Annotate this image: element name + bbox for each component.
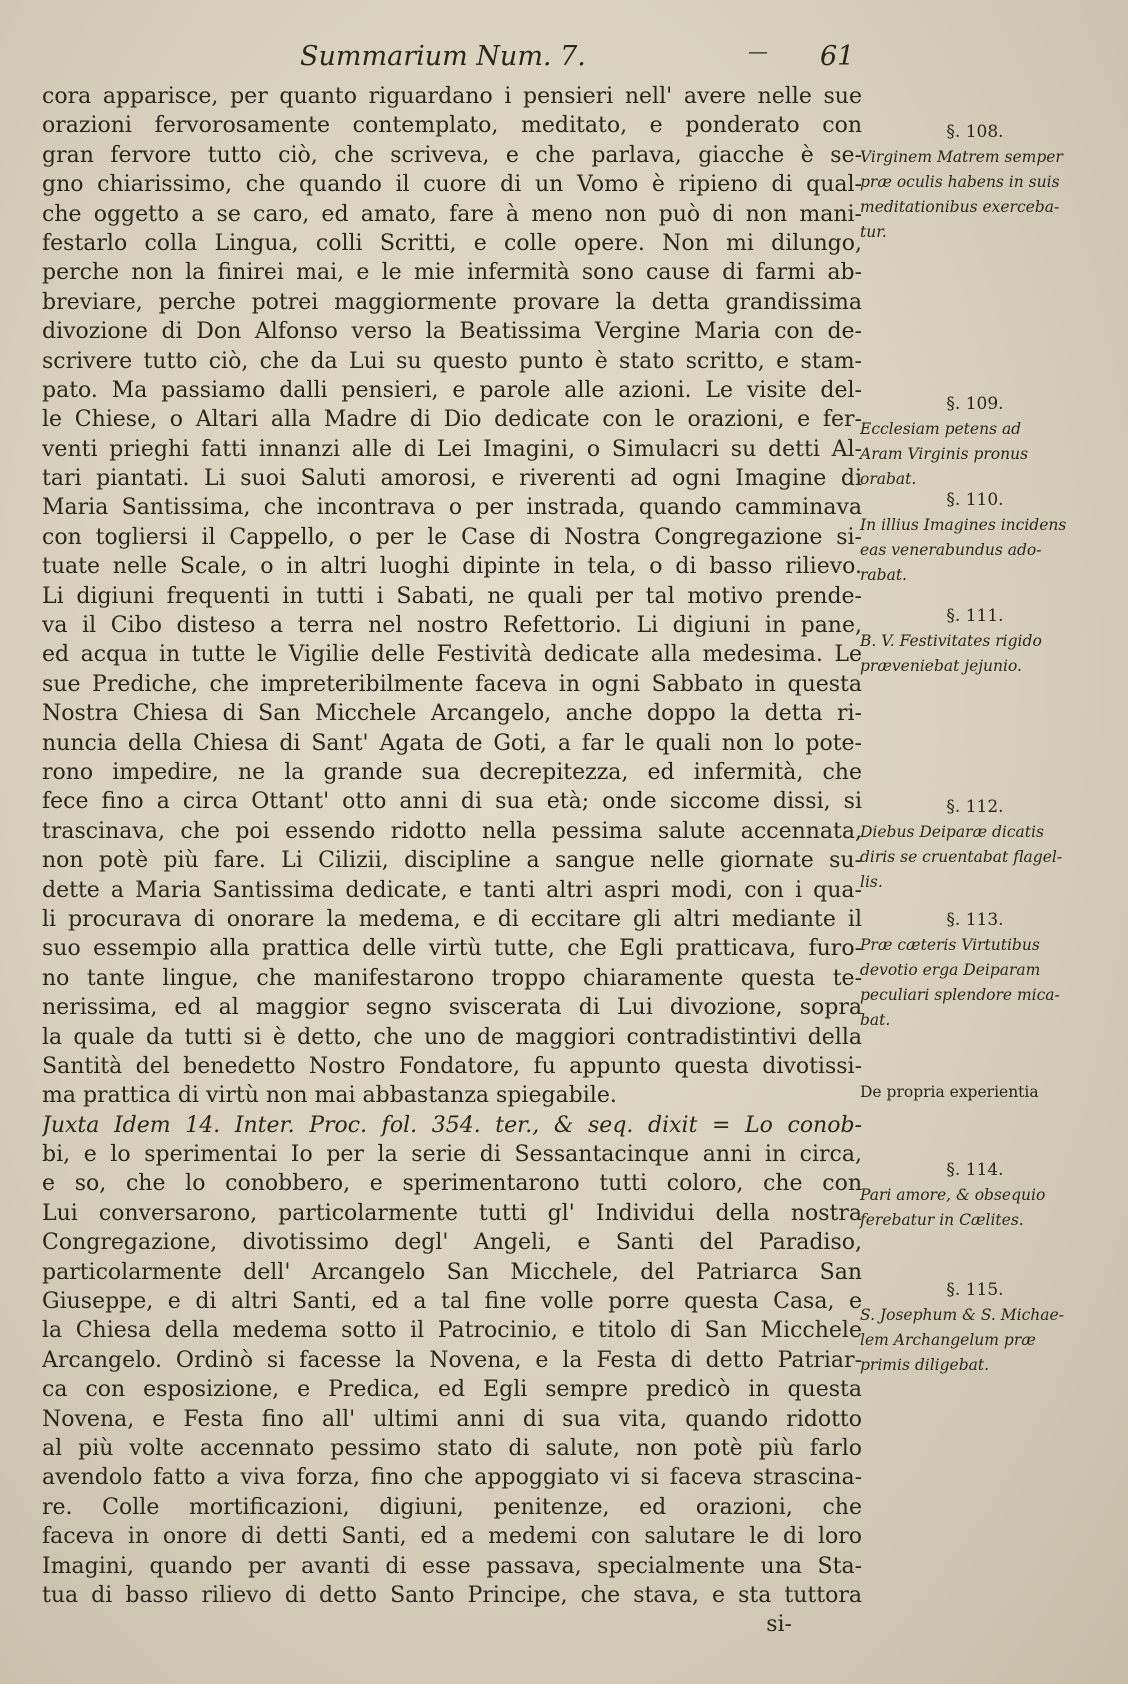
side-note-number: §. 109. — [946, 394, 1004, 414]
body-text-line: bi, e lo sperimentai Io per la serie di Sessantacinque anni in circa, — [42, 1142, 862, 1168]
body-text-line: gno chiarissimo, che quando il cuore di un Vomo è ripieno di qual- — [42, 172, 862, 198]
side-note — [860, 488, 1090, 588]
body-text-line: Congregazione, divotissimo degl' Angeli, e Santi del Paradiso, — [42, 1230, 862, 1256]
body-text-line: particolarmente dell' Arcangelo San Micchele, del Patriarca San — [42, 1259, 862, 1285]
side-note-line: Diebus Deiparæ dicatis — [860, 823, 1044, 841]
body-text-line: festarlo colla Lingua, colli Scritti, e colle opere. Non mi dilungo, — [42, 230, 862, 256]
side-note — [860, 392, 1090, 492]
side-note-line: ferebatur in Cælites. — [860, 1211, 1024, 1229]
body-text-line: al più volte accennato pessimo stato di salute, non potè più farlo — [42, 1435, 862, 1461]
header-dash: — — [748, 39, 768, 63]
body-text-line: ed acqua in tutte le Vigilie delle Festività dedicate alla medesima. Le — [42, 642, 862, 668]
side-note-line: Aram Virginis pronus — [860, 445, 1029, 463]
body-text-line: si- — [766, 1612, 792, 1638]
body-text-line: avendolo fatto a viva forza, fino che appoggiato vi si faceva strascina- — [42, 1465, 862, 1491]
side-note — [860, 908, 1090, 1033]
body-text-line: re. Colle mortificazioni, digiuni, penitenze, ed orazioni, che — [42, 1494, 862, 1520]
side-note — [860, 604, 1090, 679]
body-text-line: Nostra Chiesa di San Micchele Arcangelo, anche doppo la detta ri- — [42, 701, 862, 727]
side-note — [860, 795, 1090, 895]
body-text-line: breviare, perche potrei maggiormente provare la detta grandissima — [42, 289, 862, 315]
body-text-line: perche non la finirei mai, e le mie infermità sono cause di farmi ab- — [42, 260, 862, 286]
body-text-line: Imagini, quando per avanti di esse passava, specialmente una Sta- — [42, 1553, 862, 1579]
side-note-line: Virginem Matrem semper — [860, 148, 1063, 166]
side-note-line: rabat. — [860, 566, 907, 584]
side-note-number: §. 115. — [946, 1280, 1004, 1300]
side-note — [860, 1278, 1090, 1378]
body-text-line: le Chiese, o Altari alla Madre di Dio dedicate con le orazioni, e fer- — [42, 407, 862, 433]
side-note-line: peculiari splendore mica- — [860, 986, 1060, 1004]
body-text-line: Li digiuni frequenti in tutti i Sabati, ne quali per tal motivo prende- — [42, 583, 862, 609]
side-note-line: devotio erga Deiparam — [860, 961, 1041, 979]
body-text-line: Maria Santissima, che incontrava o per instrada, quando camminava — [42, 495, 862, 521]
body-text-line: nuncia della Chiesa di Sant' Agata de Goti, a far le quali non lo pote- — [42, 730, 862, 756]
body-text-line: va il Cibo disteso a terra nel nostro Refettorio. Li digiuni in pane, — [42, 613, 862, 639]
body-text-line: Arcangelo. Ordinò si facesse la Novena, e la Festa di detto Patriar- — [42, 1347, 862, 1373]
body-text-line: fece fino a circa Ottant' otto anni di sua età; onde siccome dissi, si — [42, 789, 862, 815]
body-text-line: rono impedire, ne la grande sua decrepitezza, ed infermità, che — [42, 759, 862, 785]
body-text-line: scrivere tutto ciò, che da Lui su questo punto è stato scritto, e stam- — [42, 348, 862, 374]
side-note-line: S. Josephum & S. Michae- — [860, 1306, 1064, 1324]
side-note-line: In illius Imagines incidens — [860, 516, 1067, 534]
body-text-line: sue Prediche, che impreteribilmente faceva in ogni Sabbato in questa — [42, 671, 862, 697]
body-text-line: tuate nelle Scale, o in altri luoghi dipinte in tela, o di basso rilievo. — [42, 554, 862, 580]
side-note-number: §. 114. — [946, 1160, 1004, 1180]
side-note-number: §. 113. — [946, 910, 1004, 930]
body-text-line: li procurava di onorare la medema, e di eccitare gli altri mediante il — [42, 906, 862, 932]
body-text-line: e so, che lo conobbero, e sperimentarono tutti coloro, che con — [42, 1171, 862, 1197]
body-text-line: che oggetto a se caro, ed amato, fare à meno non può di non mani- — [42, 201, 862, 227]
body-text-line: Santità del benedetto Nostro Fondatore, fu appunto questa divotissi- — [42, 1053, 862, 1079]
body-text-line: nerissima, ed al maggior segno sviscerata di Lui divozione, sopra — [42, 995, 862, 1021]
side-note-line: præveniebat jejunio. — [860, 657, 1022, 675]
side-note-line: diris se cruentabat flagel- — [860, 848, 1063, 866]
body-text-line: pato. Ma passiamo dalli pensieri, e parole alle azioni. Le visite del- — [42, 377, 862, 403]
body-text-line: venti prieghi fatti innanzi alle di Lei Imagini, o Simulacri su detti Al- — [42, 436, 862, 462]
side-note-number: §. 112. — [946, 797, 1004, 817]
side-note — [860, 120, 1090, 245]
body-text-line: suo essempio alla prattica delle virtù tutte, che Egli pratticava, furo- — [42, 936, 862, 962]
side-note-line: Ecclesiam petens ad — [860, 420, 1022, 438]
body-text-line: faceva in onore di detti Santi, ed a medemi con salutare le di loro — [42, 1524, 862, 1550]
side-note-line: tur. — [860, 223, 887, 241]
body-text-line: tua di basso rilievo di detto Santo Principe, che stava, e sta tuttora — [42, 1582, 862, 1608]
side-note-line: meditationibus exerceba- — [860, 198, 1060, 216]
body-text-line: no tante lingue, che manifestarono troppo chiaramente questa te- — [42, 965, 862, 991]
body-text-line: cora apparisce, per quanto riguardano i pensieri nell' avere nelle sue — [42, 84, 862, 109]
side-note-line: lis. — [860, 873, 883, 891]
running-header — [300, 40, 860, 74]
side-note-number: §. 111. — [946, 606, 1004, 626]
body-text-line: divozione di Don Alfonso verso la Beatissima Vergine Maria con de- — [42, 319, 862, 345]
body-text-line: trascinava, che poi essendo ridotto nella pessima salute accennata, — [42, 818, 862, 844]
main-text-column — [42, 82, 862, 1640]
body-text-line: Novena, e Festa fino all' ultimi anni di sua vita, quando ridotto — [42, 1406, 862, 1432]
side-note-number: §. 108. — [946, 122, 1004, 142]
side-note-line: Præ cæteris Virtutibus — [860, 936, 1040, 954]
side-note-line: bat. — [860, 1011, 891, 1029]
side-note-line: Pari amore, & obsequio — [860, 1186, 1046, 1204]
side-note-number: §. 110. — [946, 490, 1004, 510]
side-note-line: B. V. Festivitates rigido — [860, 632, 1042, 650]
side-note-line: eas venerabundus ado- — [860, 541, 1042, 559]
body-text-line: Lui conversarono, particolarmente tutti gl' Individui della nostra — [42, 1200, 862, 1226]
body-text-line: orazioni fervorosamente contemplato, meditato, e ponderato con — [42, 113, 862, 139]
side-note-line: præ oculis habens in suis — [860, 173, 1060, 191]
side-note-line: primis diligebat. — [860, 1356, 990, 1374]
body-text-line: Giuseppe, e di altri Santi, ed a tal fine volle porre questa Casa, e — [42, 1289, 862, 1315]
page-number: 61 — [820, 41, 855, 72]
side-note — [860, 1158, 1090, 1233]
header-title: Summarium Num. 7. — [300, 41, 586, 72]
side-note-line: lem Archangelum præ — [860, 1331, 1036, 1349]
body-text-line: con togliersi il Cappello, o per le Case di Nostra Congregazione si- — [42, 524, 862, 550]
body-text-line: non potè più fare. Li Cilizii, discipline a sangue nelle giornate su- — [42, 848, 862, 874]
body-text-line: la Chiesa della medema sotto il Patrocinio, e titolo di San Micchele — [42, 1318, 862, 1344]
side-note-line: orabat. — [860, 470, 917, 488]
body-text-line: ma prattica di virtù non mai abbastanza spiegabile. — [42, 1083, 617, 1109]
side-note — [860, 1080, 1090, 1105]
body-text-line: la quale da tutti si è detto, che uno de maggiori contradistintivi della — [42, 1024, 862, 1050]
side-note-line: De propria experientia — [860, 1083, 1039, 1101]
body-text-line: dette a Maria Santissima dedicate, e tanti altri aspri modi, con i qua- — [42, 877, 862, 903]
body-text-line: Juxta Idem 14. Inter. Proc. fol. 354. ter., & seq. dixit = Lo conob- — [42, 1112, 862, 1138]
body-text-line: tari piantati. Li suoi Saluti amorosi, e riverenti ad ogni Imagine di — [42, 466, 862, 492]
body-text-line: gran fervore tutto ciò, che scriveva, e che parlava, giacche è se- — [42, 142, 862, 168]
body-text-line: ca con esposizione, e Predica, ed Egli sempre predicò in questa — [42, 1377, 862, 1403]
